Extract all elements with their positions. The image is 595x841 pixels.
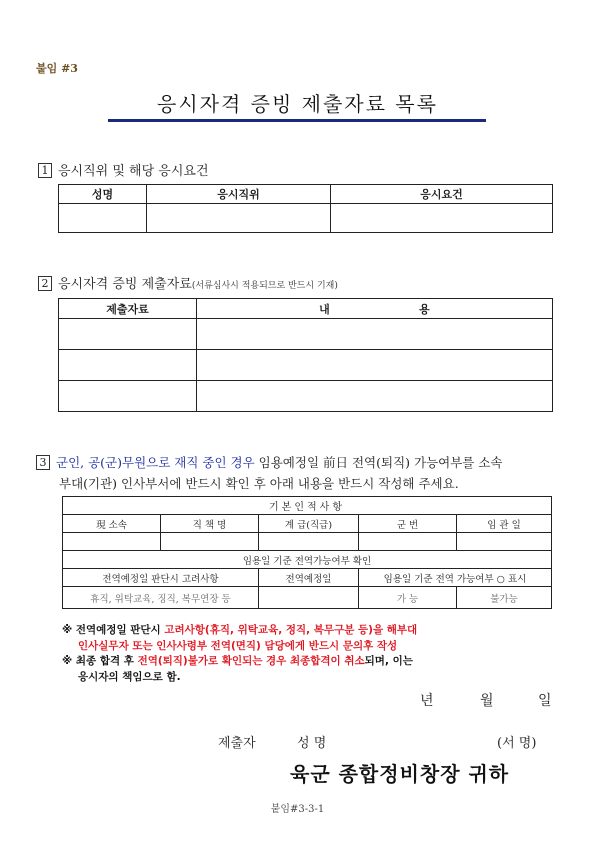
section1-heading-text: 응시직위 및 해당 응시요건 [58, 164, 209, 179]
section3-number: 3 [36, 455, 50, 470]
submitter-name-label: 성 명 [297, 736, 327, 751]
service-number-cell[interactable] [359, 533, 457, 551]
section3-text-blue: 군인, 공(군)무원으로 재직 중인 경우 [56, 455, 255, 470]
col-service-number: 군 번 [359, 515, 457, 533]
section2-heading [38, 273, 338, 292]
col-rank: 계 급(직급) [259, 515, 359, 533]
content-cell[interactable] [197, 350, 553, 381]
note-1 [62, 623, 562, 639]
col-content [197, 299, 553, 319]
note1-red: 고려사항(휴직, 위탁교육, 정직, 복무구분 등)을 해부대 [164, 624, 418, 636]
note2-black3: 응시자의 책임으로 함. [78, 670, 181, 683]
discharge-header: 임용일 기준 전역가능여부 확인 [63, 551, 552, 569]
note-2 [62, 654, 562, 670]
rank-cell[interactable] [259, 533, 359, 551]
section1-heading [38, 160, 209, 179]
col-discharge-date: 전역예정일 [259, 569, 359, 587]
requirement-cell[interactable] [331, 204, 553, 233]
content-cell[interactable] [197, 381, 553, 412]
table-row [59, 204, 553, 233]
table-row [59, 350, 553, 381]
discharge-date-cell[interactable] [259, 587, 359, 609]
impossible-option[interactable]: 불가능 [457, 587, 552, 609]
table-row [59, 319, 553, 350]
commission-date-cell[interactable] [457, 533, 552, 551]
section1-number: 1 [38, 163, 52, 178]
considerations-cell: 휴직, 위탁교육, 징직, 복무연장 등 [63, 587, 259, 609]
attachment-label: 붙임 #3 [36, 62, 78, 75]
col-considerations: 전역예정일 판단시 고려사항 [63, 569, 259, 587]
section2-number: 2 [38, 276, 52, 291]
col-material: 제출자료 [59, 299, 197, 319]
page-footer: 붙임#3-3-1 [270, 804, 325, 815]
note-mark: ※ [62, 624, 73, 636]
material-cell[interactable] [59, 381, 197, 412]
note2-black2: 되며, 이는 [364, 655, 413, 667]
section3-paragraph [36, 452, 558, 494]
col-content-char2: 용 [419, 302, 430, 316]
addressee: 육군 종합정비창장 귀하 [290, 762, 510, 786]
table-row [63, 533, 552, 551]
col-discharge-possible: 임용일 기준 전역 가능여부 ○ 표시 [359, 569, 552, 587]
section2-heading-text: 응시자격 증빙 제출자료 [58, 277, 192, 292]
section3-text-rest: 임용예정일 前日 전역(퇴직) 가능여부를 소속 [254, 455, 503, 470]
section1-table [58, 184, 553, 233]
current-unit-cell[interactable] [63, 533, 161, 551]
note-mark: ※ [62, 655, 73, 667]
section2-table [58, 298, 553, 412]
col-position: 응시직위 [147, 185, 331, 204]
content-cell[interactable] [197, 319, 553, 350]
position-cell[interactable] [147, 204, 331, 233]
note-1-cont [62, 639, 562, 655]
material-cell[interactable] [59, 319, 197, 350]
section3-table [62, 496, 552, 609]
col-requirement: 응시요건 [331, 185, 553, 204]
col-name: 성명 [59, 185, 147, 204]
section3-text-line2: 부대(기관) 인사부서에 반드시 확인 후 아래 내용을 반드시 작성해 주세요. [59, 476, 459, 491]
page-title: 응시자격 증빙 제출자료 목록 [157, 92, 438, 116]
note1-black: 전역예정일 판단시 [75, 624, 165, 636]
col-commission-date: 임 관 일 [457, 515, 552, 533]
col-job-title: 직 책 명 [161, 515, 259, 533]
signature-label: (서 명) [497, 736, 537, 751]
table-row [63, 587, 552, 609]
note-2-cont [62, 670, 562, 686]
note2-red: 전역(퇴직)불가로 확인되는 경우 최종합격이 취소 [137, 655, 365, 667]
basic-info-header: 기본인적사항 [63, 497, 552, 515]
col-content-char1: 내 [319, 302, 330, 316]
title-underline [108, 119, 486, 122]
section2-note: (서류심사시 적용되므로 반드시 기재) [191, 281, 338, 291]
col-current-unit: 現 소속 [63, 515, 161, 533]
job-title-cell[interactable] [161, 533, 259, 551]
table-row [59, 381, 553, 412]
possible-option[interactable]: 가 능 [359, 587, 457, 609]
date-month: 월 [480, 693, 494, 709]
notes [62, 623, 562, 685]
submitter-label: 제출자 [218, 736, 256, 751]
date-year: 년 [420, 693, 434, 709]
note1-red2: 인사실무자 또는 인사사령부 전역(면직) 담당에게 반드시 문의후 작성 [78, 639, 398, 652]
date-day: 일 [538, 693, 552, 709]
note2-black1: 최종 합격 후 [75, 655, 138, 667]
name-cell[interactable] [59, 204, 147, 233]
material-cell[interactable] [59, 350, 197, 381]
